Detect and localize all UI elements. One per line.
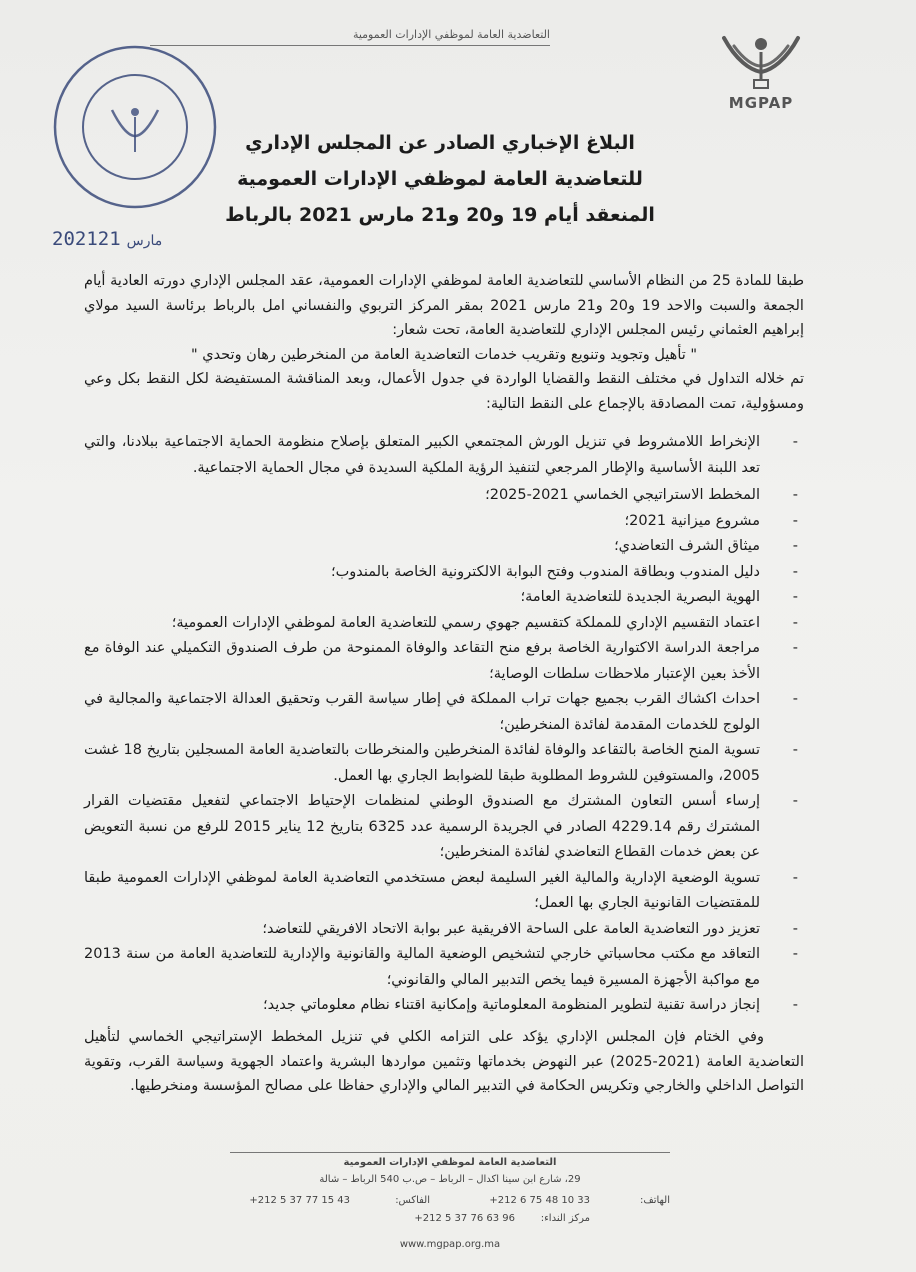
list-item: - تسوية المنح الخاصة بالتقاعد والوفاة لفائدة المنخرطين والمنخرطات بالتعاضدية العامة المسجلين بتاريخ 18 غشت 2005، والمستوفين للشروط المطلوبة طبقا للضوابط الجاري بها العمل. xyxy=(84,738,804,789)
footer-fax-label: الفاكس: xyxy=(395,1195,430,1206)
footer-org: التعاضدية العامة لموظفي الإدارات العمومية xyxy=(343,1157,557,1168)
list-item: - التعاقد مع مكتب محاسباتي خارجي لتشخيص الوضعية المالية والقانونية والإدارية للتعاضدية العامة من سنة 2013 مع مواكبة الأجهزة المسيرة فيما يخص التدبير المالي والقانوني؛ xyxy=(84,942,804,993)
list-item: - إنجاز دراسة تقنية لتطوير المنظومة المعلوماتية وإمكانية اقتناء نظام معلوماتي جديد؛ xyxy=(84,993,804,1019)
closing-paragraph: وفي الختام فإن المجلس الإداري يؤكد على التزامه الكلي في تنزيل المخطط الإستراتيجي الخماسي لتأهيل التعاضدية العامة (2021-2025) عبر النهوض بخدماتها وتثمين مواردها البشرية واعتماد الجهوية وسياسة القرب، وتقوية التواصل الداخلي والخارجي وتكريس الحكامة في التدبير المالي والإداري حفاظا على مصالح المؤسسة ومنخرطيها. xyxy=(84,1029,804,1094)
list-item: - مشروع ميزانية 2021؛ xyxy=(84,509,804,535)
intro-paragraph-1: طبقا للمادة 25 من النظام الأساسي للتعاضدية العامة لموظفي الإدارات العمومية، عقد المجلس الإداري دورته العادية أيام الجمعة والسبت والاحد 19 و20 و21 مارس 2021 بمقر المركز التربوي والنفساني امل بالرباط برئاسة السيد مولاي إبراهيم العثماني رئيس المجلس الإداري للتعاضدية العامة، تحت شعار: xyxy=(84,273,804,338)
footer-fax: +212 5 37 77 15 43 xyxy=(249,1195,350,1206)
title-line-2: للتعاضدية العامة لموظفي الإدارات العمومية xyxy=(237,168,643,190)
footer-phone: +212 6 75 48 10 33 xyxy=(489,1195,590,1206)
list-item: - المخطط الاستراتيجي الخماسي 2021-2025؛ xyxy=(84,483,804,509)
list-item: - إرساء أسس التعاون المشترك مع الصندوق الوطني لمنظمات الإحتياط الاجتماعي لتفعيل مقتضيات القرار المشترك رقم 4229.14 الصادر في الجريدة الرسمية عدد 6325 بتاريخ 12 يناير 2015 للرفع من نسبة التعويض عن بعض خدمات القطاع التعاضدي لفائدة المنخرطين؛ xyxy=(84,789,804,866)
list-item: - الإنخراط اللامشروط في تنزيل الورش المجتمعي الكبير المتعلق بإصلاح منظومة الحماية الاجتماعية ببلادنا، والتي تعد اللبنة الأساسية والإطار المرجعي لتنفيذ الرؤية الملكية السديدة في مجال الحماية الاجتماعية. xyxy=(84,430,804,481)
intro-paragraph-2: تم خلاله التداول في مختلف النقط والقضايا الواردة في جدول الأعمال، وبعد المناقشة المستفيضة لكل النقط بكل وعي ومسؤولية، تمت المصادقة بالإجماع على النقط التالية: xyxy=(84,371,804,412)
intro-section xyxy=(84,269,804,416)
title-line-1: البلاغ الإخباري الصادر عن المجلس الإداري xyxy=(245,132,635,154)
footer-divider xyxy=(230,1152,670,1153)
approved-points-list xyxy=(84,430,804,1019)
date-day: 21 xyxy=(97,228,121,250)
list-item: - ميثاق الشرف التعاضدي؛ xyxy=(84,534,804,560)
list-item: - اعتماد التقسيم الإداري للمملكة كتقسيم جهوي رسمي للتعاضدية العامة لموظفي الإدارات العمومية؛ xyxy=(84,611,804,637)
date-year: 2021 xyxy=(52,228,98,250)
footer-phone-label: الهاتف: xyxy=(640,1195,670,1206)
list-item: - تسوية الوضعية الإدارية والمالية الغير السليمة لبعض مستخدمي التعاضدية العامة لموظفي الإدارات العمومية طبقا للمقتضيات القانونية الجاري بها العمل؛ xyxy=(84,866,804,917)
title-line-3: المنعقد أيام 19 و20 و21 مارس 2021 بالرباط xyxy=(225,204,655,226)
logo-text: MGPAP xyxy=(728,94,794,112)
date-month: مارس xyxy=(126,233,163,249)
logo-emblem-icon xyxy=(716,30,806,92)
closing-section xyxy=(84,1025,804,1099)
list-item: - تعزيز دور التعاضدية العامة على الساحة الافريقية عبر بوابة الاتحاد الافريقي للتعاضد؛ xyxy=(84,917,804,943)
list-item: - دليل المندوب وبطاقة المندوب وفتح البوابة الالكترونية الخاصة بالمندوب؛ xyxy=(84,560,804,586)
footer xyxy=(230,1152,670,1250)
footer-address: 29، شارع ابن سينا اكدال – الرباط – ص.ب 540 الرباط – شالة xyxy=(319,1174,581,1185)
list-item: - الهوية البصرية الجديدة للتعاضدية العامة؛ xyxy=(84,585,804,611)
footer-website-link[interactable]: www.mgpap.org.ma xyxy=(399,1239,501,1250)
footer-phone-fax-row xyxy=(230,1195,670,1213)
svg-text:التعاضدية العامة لموظفي الإدار xyxy=(50,42,58,46)
footer-call-center-row xyxy=(230,1213,670,1231)
header-org-line: التعاضدية العامة لموظفي الإدارات العمومية xyxy=(150,28,550,46)
list-item: - مراجعة الدراسة الاكتوارية الخاصة برفع منح التقاعد والوفاة الممنوحة من طرف الصندوق التكميلي عند الوفاة مع الأخذ بعين الإعتبار ملاحظات سلطات الوصاية؛ xyxy=(84,636,804,687)
footer-call-center: +212 5 37 76 63 96 xyxy=(414,1213,515,1224)
date-stamp xyxy=(52,228,168,250)
footer-call-center-label: مركز النداء: xyxy=(540,1213,590,1224)
official-stamp xyxy=(50,42,220,212)
document-title xyxy=(220,125,660,233)
list-item: - احداث اكشاك القرب بجميع جهات تراب المملكة في إطار سياسة القرب وتحقيق العدالة الاجتماعية والمجالية في الولوج للخدمات المقدمة لفائدة المنخرطين؛ xyxy=(84,687,804,738)
slogan: " تأهيل وتجويد وتنويع وتقريب خدمات التعاضدية العامة من المنخرطين رهان وتحدي " xyxy=(190,346,698,363)
stamp-seal-icon xyxy=(50,42,220,212)
mgpap-logo xyxy=(706,30,816,120)
stamp-ring-text xyxy=(50,42,58,46)
